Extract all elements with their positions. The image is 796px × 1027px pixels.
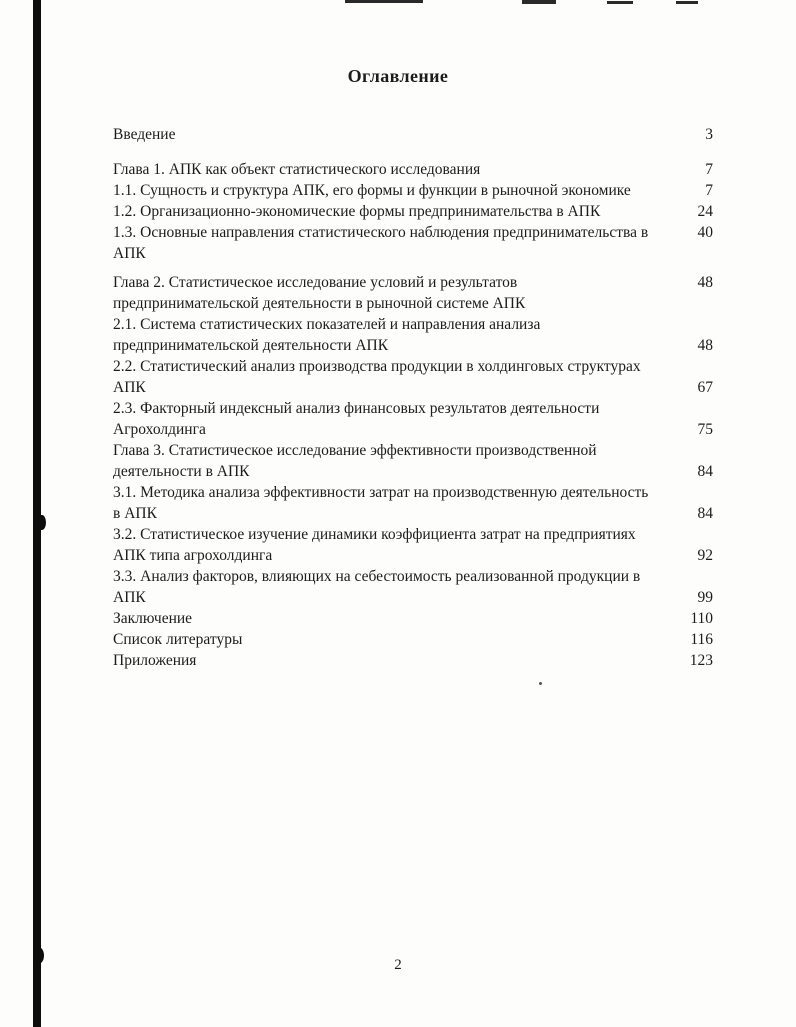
- toc-entry-title: 3.2. Статистическое изучение динамики коэффициента затрат на предприятиях АПК типа агрохолдинга: [113, 526, 636, 564]
- toc-entry-title: 1.2. Организационно-экономические формы предпринимательства в АПК: [113, 203, 601, 220]
- toc-entry: [113, 398, 713, 440]
- scan-top-edge-artifact: [676, 1, 698, 4]
- scan-left-edge-mark: [38, 515, 46, 530]
- toc-entry: [113, 201, 713, 222]
- toc-entry-page-number: 75: [697, 421, 713, 438]
- toc-entry-page-number: 99: [697, 589, 713, 606]
- toc-entry-title: 2.3. Факторный индексный анализ финансовых результатов деятельности Агрохолдинга: [113, 400, 600, 438]
- toc-entry-title: Список литературы: [113, 631, 243, 648]
- toc-entry-page-number: 84: [697, 463, 713, 480]
- toc-entry: [113, 180, 713, 201]
- toc-entry-title: 3.3. Анализ факторов, влияющих на себестоимость реализованной продукции в АПК: [113, 568, 641, 606]
- footer-page-number: 2: [394, 957, 402, 973]
- toc-entry-title: 1.1. Сущность и структура АПК, его формы и функции в рыночной экономике: [113, 182, 631, 199]
- toc-entry-page-number: 7: [705, 182, 713, 199]
- toc-entry: [113, 314, 713, 356]
- toc-entry-page-number: 92: [697, 547, 713, 564]
- toc-entry-title: 1.3. Основные направления статистического наблюдения предпринимательства в АПК: [113, 224, 649, 262]
- toc-entry: [113, 272, 713, 314]
- toc-entry: [113, 566, 713, 608]
- toc-entry-page-number: 48: [697, 337, 713, 354]
- toc-entry-page-number: 24: [697, 203, 713, 220]
- toc-entry-page-number: 116: [690, 631, 713, 648]
- toc-entry: [113, 440, 713, 482]
- toc-entry-page-number: 84: [697, 505, 713, 522]
- toc-entry-title: Глава 2. Статистическое исследование условий и результатов предпринимательской деятельности в рыночной системе АПК: [113, 274, 526, 312]
- toc-entry-title: Глава 3. Статистическое исследование эффективности производственной деятельности в АПК: [113, 442, 597, 480]
- toc-entry-title: Введение: [113, 126, 176, 143]
- toc-entry-title: Глава 1. АПК как объект статистического исследования: [113, 161, 481, 178]
- toc-entry: [113, 124, 713, 145]
- toc-entry: [113, 608, 713, 629]
- toc-entry-page-number: 48: [697, 274, 713, 291]
- scan-top-edge-artifact: [345, 0, 423, 3]
- toc-entry: [113, 629, 713, 650]
- toc-entry-page-number: 110: [690, 610, 713, 627]
- toc-entry-page-number: 67: [697, 379, 713, 396]
- toc-entry-page-number: 3: [705, 126, 713, 143]
- toc-entry: [113, 524, 713, 566]
- toc-entry: [113, 650, 713, 671]
- toc-entry-page-number: 40: [697, 224, 713, 241]
- scan-left-edge-bar: [33, 0, 41, 1027]
- toc-entry-title: Приложения: [113, 652, 197, 669]
- toc-list: [113, 124, 713, 671]
- toc-entry-title: 2.2. Статистический анализ производства продукции в холдинговых структурах АПК: [113, 358, 641, 396]
- page-title: Оглавление: [347, 66, 449, 86]
- scan-top-edge-artifact: [607, 1, 633, 4]
- toc-entry: [113, 159, 713, 180]
- toc-entry-page-number: 7: [705, 161, 713, 178]
- scan-speck: [539, 682, 542, 685]
- toc-entry-title: 3.1. Методика анализа эффективности затрат на производственную деятельность в АПК: [113, 484, 649, 522]
- toc-entry: [113, 356, 713, 398]
- toc-entry-title: 2.1. Система статистических показателей и направления анализа предпринимательской деятельности АПК: [113, 316, 541, 354]
- toc-entry: [113, 222, 713, 264]
- toc-entry-page-number: 123: [689, 652, 713, 669]
- toc-entry-title: Заключение: [113, 610, 193, 627]
- scan-top-edge-artifact: [522, 0, 556, 4]
- toc-entry: [113, 482, 713, 524]
